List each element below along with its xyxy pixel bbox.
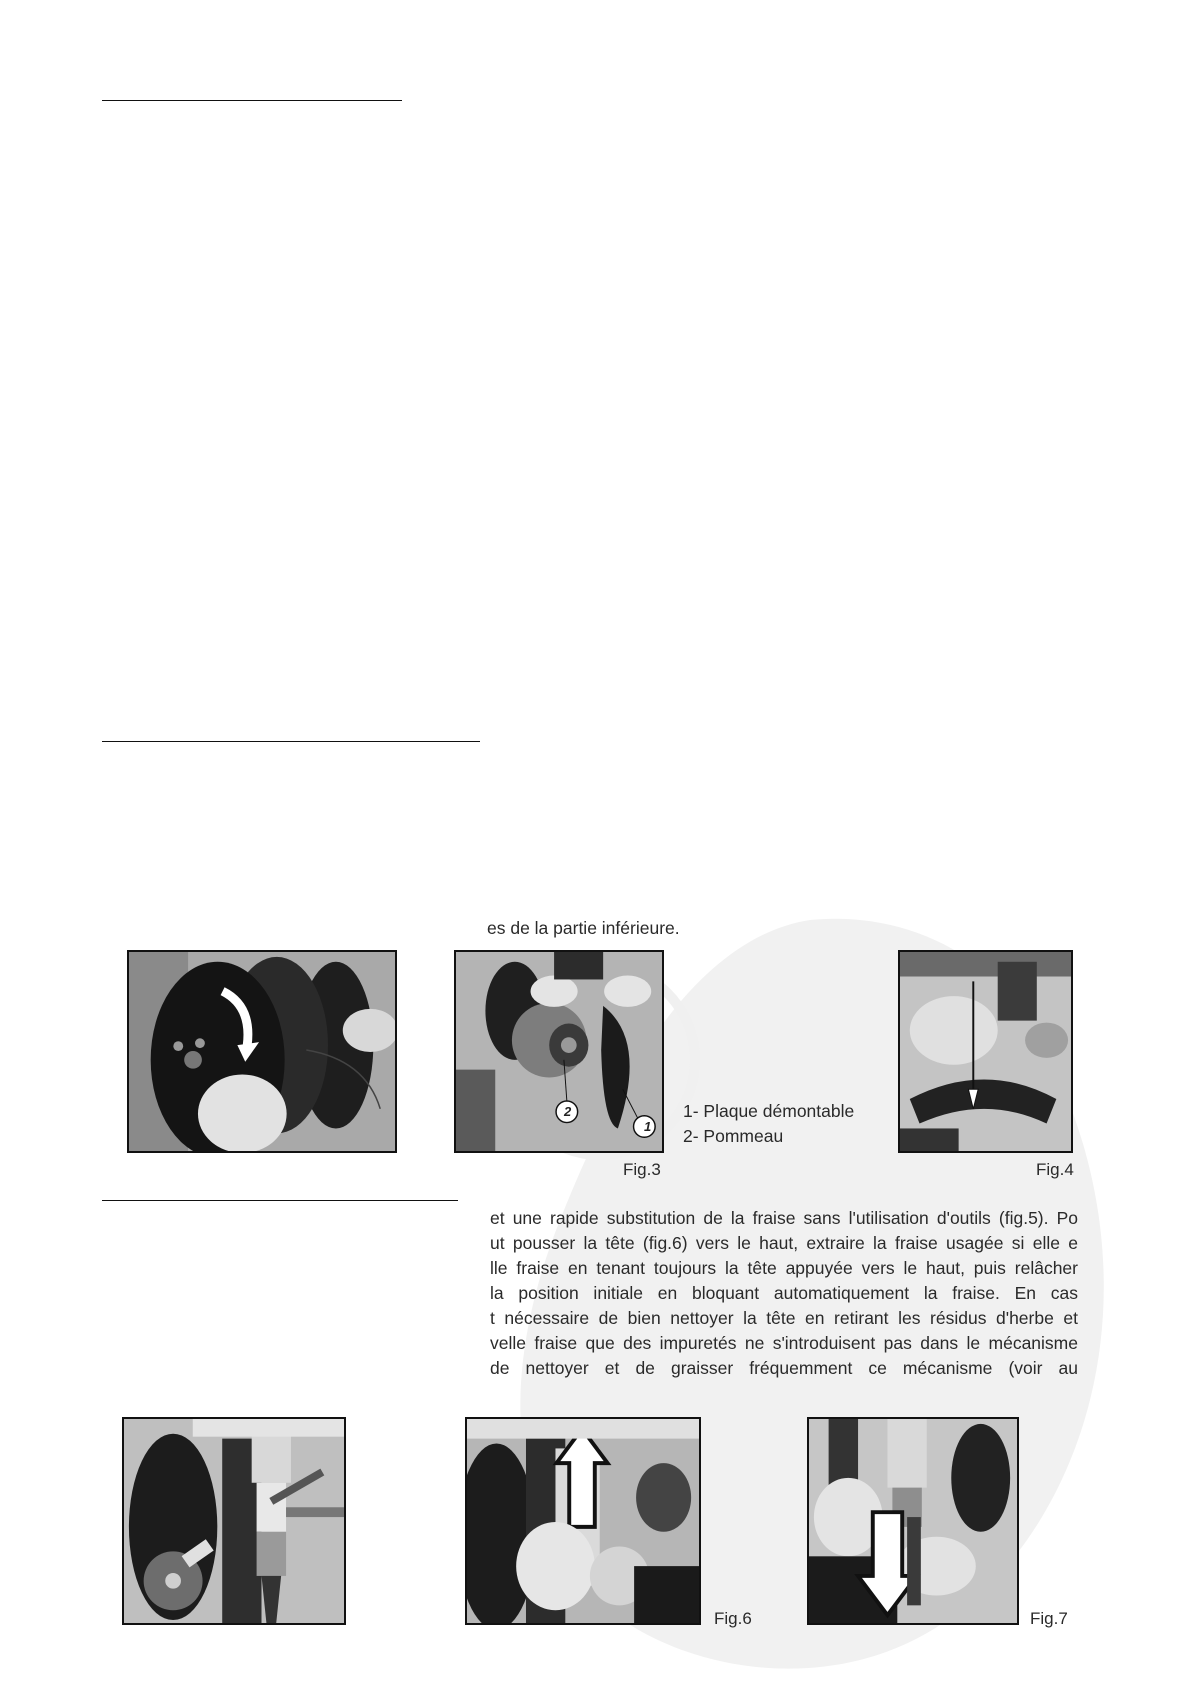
section-heading-rule-1	[102, 100, 402, 101]
section4-line-6: velle fraise que des impuretés ne s'introduisent pas dans le mécanisme	[490, 1333, 1078, 1353]
section4-line-1: et une rapide substitution de la fraise sans l'utilisation d'outils (fig.5). Po	[490, 1208, 1078, 1228]
section4-line-4: la position initiale en bloquant automatiquement la fraise. En cas	[490, 1283, 1078, 1303]
fig7-caption: Fig.7	[1030, 1609, 1068, 1628]
photo-fig6-push-up	[465, 1417, 701, 1625]
callout-2: 2	[564, 1104, 572, 1119]
photo-fig4	[898, 950, 1073, 1153]
photo-fig3-plate	[454, 950, 664, 1153]
legend-item-1: 1- Plaque démontable	[683, 1101, 855, 1121]
photo-disk-rotation	[127, 950, 397, 1153]
section-heading-rule-3	[102, 1200, 458, 1201]
section3-text-line: es de la partie inférieure.	[487, 918, 680, 938]
photo-fig7-pull-down	[807, 1417, 1019, 1625]
section4-line-3: lle fraise en tenant toujours la tête appuyée vers le haut, puis relâcher	[490, 1258, 1078, 1278]
callout-1: 1	[644, 1119, 652, 1134]
section4-line-5: t nécessaire de bien nettoyer la tête en retirant les résidus d'herbe et	[490, 1308, 1078, 1328]
fig4-caption: Fig.4	[1036, 1160, 1074, 1179]
section4-line-2: ut pousser la tête (fig.6) vers le haut, extraire la fraise usagée si elle e	[490, 1233, 1078, 1253]
section4-line-7: de nettoyer et de graisser fréquemment ce mécanisme (voir au	[490, 1358, 1078, 1378]
fig6-caption: Fig.6	[714, 1609, 752, 1628]
fig3-caption: Fig.3	[623, 1160, 661, 1179]
legend-item-2: 2- Pommeau	[683, 1126, 784, 1146]
section-heading-rule-2	[102, 741, 480, 742]
photo-fig5-head	[122, 1417, 346, 1625]
